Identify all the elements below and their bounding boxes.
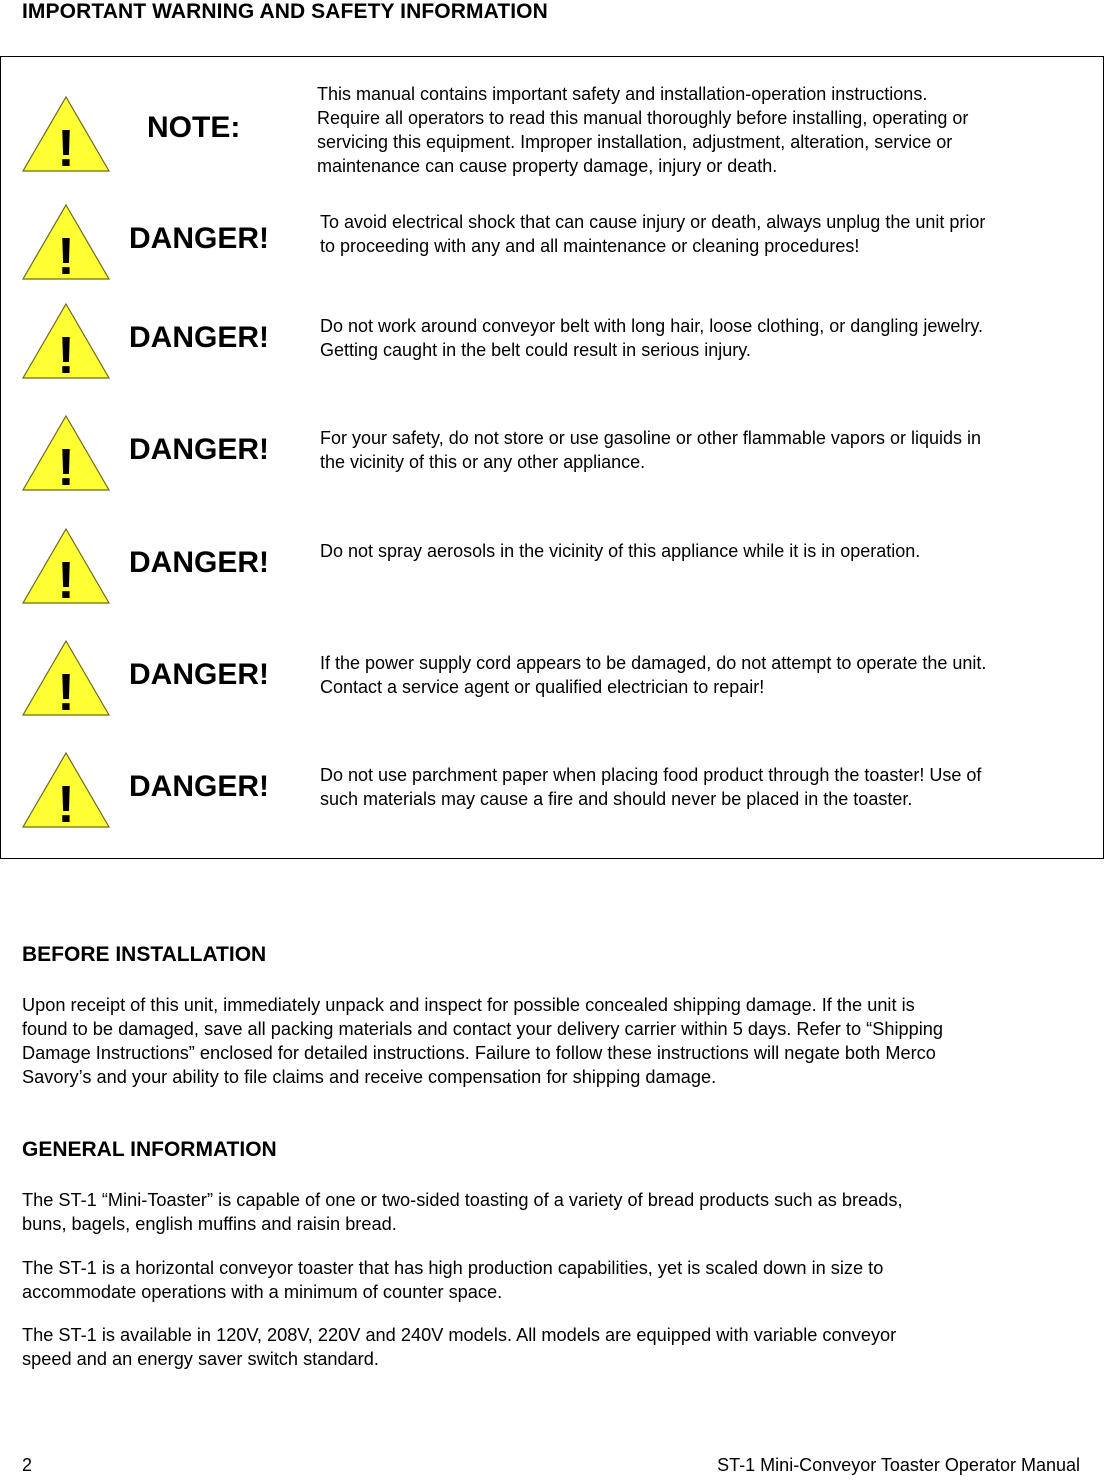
general-information-heading: GENERAL INFORMATION [22,1138,277,1161]
warning-message [320,539,920,563]
warning-triangle-icon [21,414,111,492]
warning-message-line: to proceeding with any and all maintenance or cleaning procedures! [320,236,860,256]
svg-text:!: ! [57,327,75,380]
warning-message-line: Do not work around conveyor belt with long hair, loose clothing, or dangling jewelry. [320,316,984,336]
warning-message-line: the vicinity of this or any other appliance. [320,452,646,472]
warning-message [320,763,981,811]
warning-triangle-icon [21,639,111,717]
paragraph-line: found to be damaged, save all packing materials and contact your delivery carrier within 5 days. Refer to “Shipping [22,1019,943,1039]
svg-text:!: ! [57,120,75,173]
before-installation-text [22,993,1092,1089]
paragraph-line: speed and an energy saver switch standard. [22,1349,379,1369]
general-info-paragraph-1 [22,1188,1092,1236]
warning-message-line: If the power supply cord appears to be damaged, do not attempt to operate the unit. [320,653,987,673]
paragraph-line: Damage Instructions” enclosed for detailed instructions. Failure to follow these instructions will negate both Merco [22,1043,936,1063]
paragraph-line: Upon receipt of this unit, immediately unpack and inspect for possible concealed shipping damage. If the unit is [22,995,915,1015]
svg-text:!: ! [57,439,75,492]
warning-message-line: Require all operators to read this manual thoroughly before installing, operating or [317,108,969,128]
paragraph-line: The ST-1 is a horizontal conveyor toaster that has high production capabilities, yet is scaled down in size to [22,1258,884,1278]
warning-triangle-icon [21,751,111,829]
danger-label: DANGER! [129,433,269,466]
svg-text:!: ! [57,664,75,717]
warning-message [317,82,968,178]
warning-message [320,426,981,474]
warning-triangle-icon [21,203,111,281]
warning-box [0,56,1104,859]
general-info-paragraph-2 [22,1256,1092,1304]
warning-message-line: Getting caught in the belt could result in serious injury. [320,340,751,360]
paragraph-line: Savory’s and your ability to file claims and receive compensation for shipping damage. [22,1067,717,1087]
warning-message [320,651,986,699]
svg-text:!: ! [57,776,75,829]
paragraph-line: The ST-1 is available in 120V, 208V, 220V and 240V models. All models are equipped with variable conveyor [22,1325,897,1345]
note-label: NOTE: [147,111,241,144]
page-number: 2 [22,1455,33,1475]
warning-message-line: maintenance can cause property damage, injury or death. [317,156,778,176]
paragraph-line: buns, bagels, english muffins and raisin bread. [22,1214,397,1234]
warning-message-line: This manual contains important safety and installation-operation instructions. [317,84,928,104]
warning-triangle-icon [21,527,111,605]
warning-message-line: Contact a service agent or qualified electrician to repair! [320,677,765,697]
warning-message-line: such materials may cause a fire and should never be placed in the toaster. [320,789,913,809]
warning-message [320,210,985,258]
warning-triangle-icon [21,95,111,173]
warning-message-line: Do not use parchment paper when placing food product through the toaster! Use of [320,765,982,785]
warning-message-line: servicing this equipment. Improper installation, adjustment, alteration, service or [317,132,953,152]
danger-label: DANGER! [129,321,269,354]
warning-message-line: For your safety, do not store or use gasoline or other flammable vapors or liquids in [320,428,981,448]
general-info-paragraph-3 [22,1323,1092,1371]
before-installation-heading: BEFORE INSTALLATION [22,943,267,966]
danger-label: DANGER! [129,546,269,579]
warning-message-line: Do not spray aerosols in the vicinity of this appliance while it is in operation. [320,541,921,561]
warning-message-line: To avoid electrical shock that can cause injury or death, always unplug the unit prior [320,212,986,232]
svg-text:!: ! [57,228,75,281]
danger-label: DANGER! [129,222,269,255]
page-title: IMPORTANT WARNING AND SAFETY INFORMATION [22,0,548,23]
warning-triangle-icon [21,302,111,380]
svg-text:!: ! [57,552,75,605]
warning-message [320,314,983,362]
paragraph-line: accommodate operations with a minimum of counter space. [22,1282,503,1302]
danger-label: DANGER! [129,658,269,691]
footer-manual-title: ST-1 Mini-Conveyor Toaster Operator Manual [717,1455,1080,1475]
paragraph-line: The ST-1 “Mini-Toaster” is capable of one or two-sided toasting of a variety of bread products such as breads, [22,1190,903,1210]
danger-label: DANGER! [129,770,269,803]
